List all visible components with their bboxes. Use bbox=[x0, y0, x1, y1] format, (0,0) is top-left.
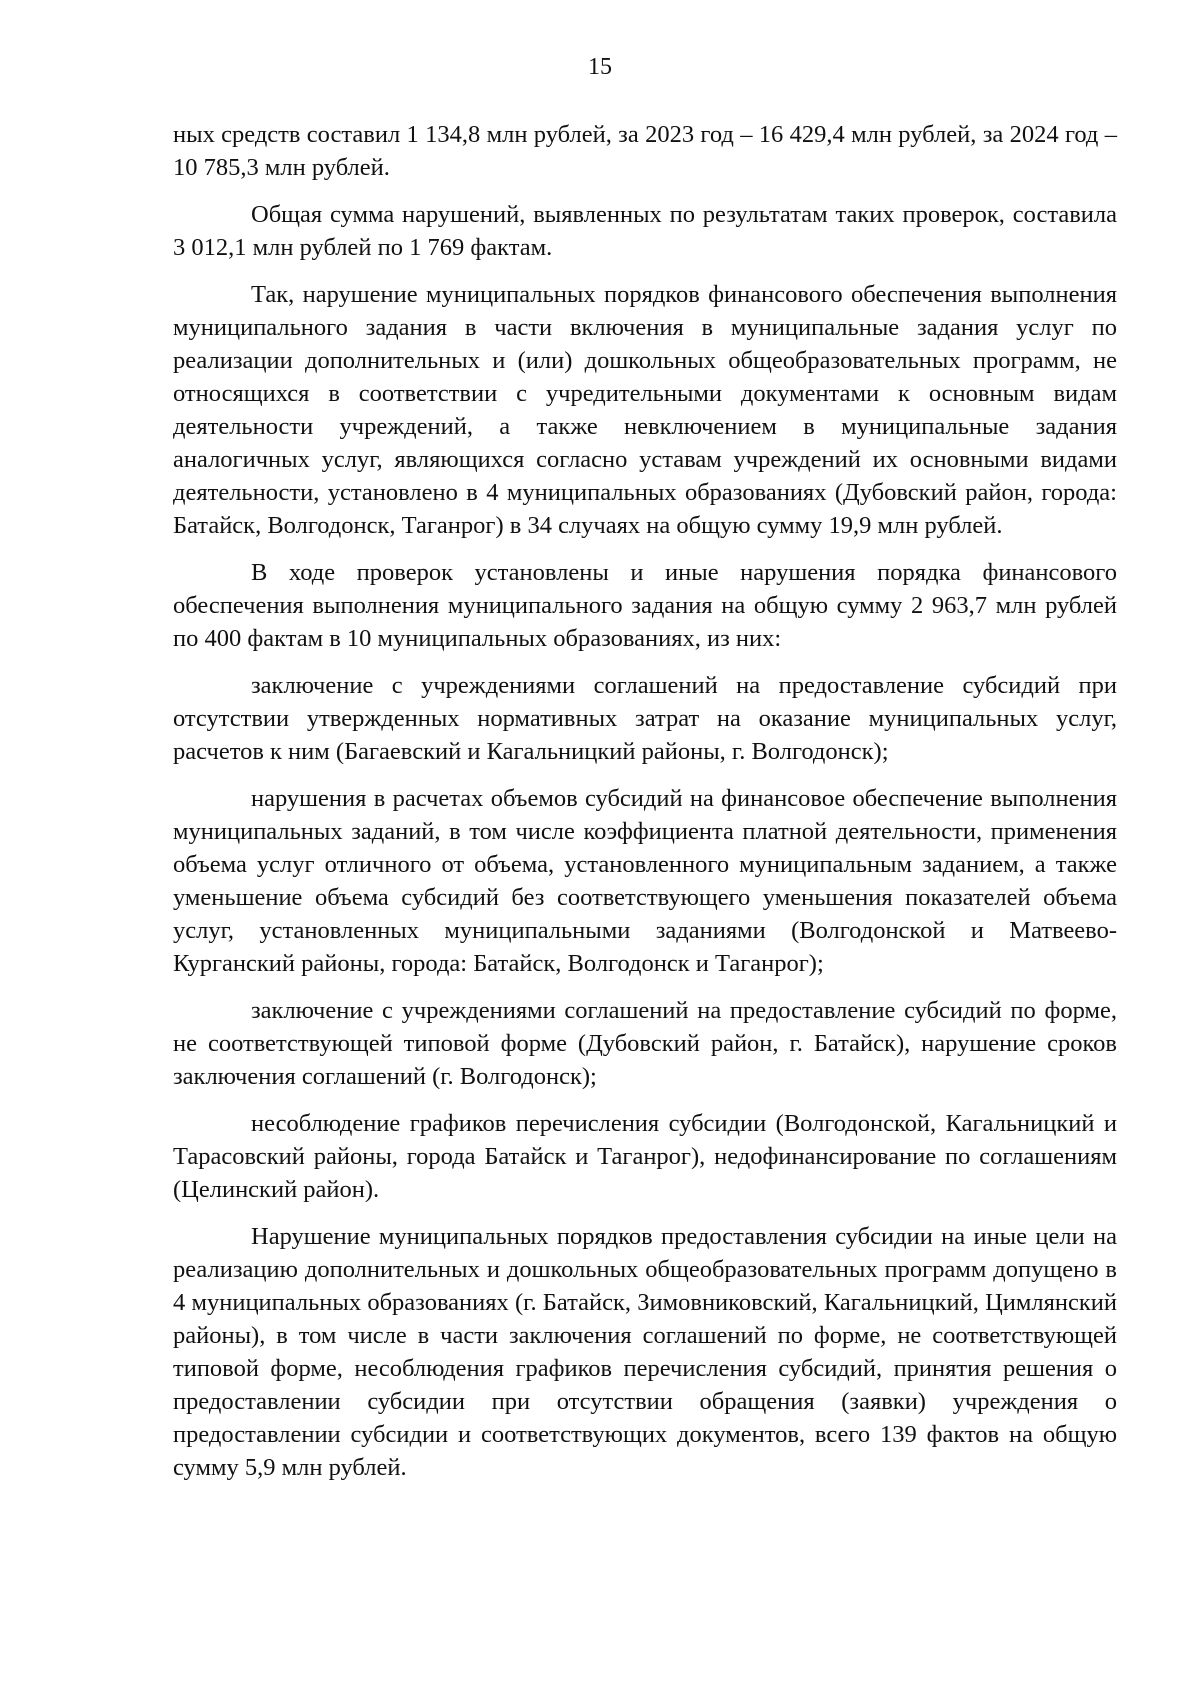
list-item-schedule-noncompliance: несоблюдение графиков перечисления субсидии (Волгодонской, Кагальницкий и Тарасовский районы, города Батайск и Таганрог), недофинансирование по соглашениям (Целинский район). bbox=[173, 1110, 1117, 1203]
paragraph-total-violations: Общая сумма нарушений, выявленных по результатам таких проверок, составила 3 012,1 млн рублей по 1 769 фактам. bbox=[173, 201, 1117, 261]
page-number: 15 bbox=[588, 54, 612, 80]
list-item-calculation-violations: нарушения в расчетах объемов субсидий на финансовое обеспечение выполнения муниципальных заданий, в том числе коэффициента платной деятельности, применения объема услуг отличного от объема, установленного муниципальным заданием, а также уменьшение объема субсидий без соответствующего уменьшения показателей объема услуг, установленных муниципальными заданиями (Волгодонской и Матвеево-Курганский районы, города: Батайск, Волгодонск и Таганрог); bbox=[173, 785, 1117, 977]
document-body bbox=[173, 118, 1117, 1498]
list-item-nonstandard-form: заключение с учреждениями соглашений на предоставление субсидий по форме, не соответствующей типовой форме (Дубовский район, г. Батайск), нарушение сроков заключения соглашений (г. Волгодонск); bbox=[173, 997, 1117, 1090]
paragraph-other-violations-intro: В ходе проверок установлены и иные нарушения порядка финансового обеспечения выполнения муниципального задания на общую сумму 2 963,7 млн рублей по 400 фактам в 10 муниципальных образованиях, из них: bbox=[173, 559, 1117, 652]
paragraph-continuation: ных средств составил 1 134,8 млн рублей, за 2023 год – 16 429,4 млн рублей, за 2024 год – 10 785,3 млн рублей. bbox=[173, 121, 1117, 181]
list-item-agreements-without-standards: заключение с учреждениями соглашений на предоставление субсидий при отсутствии утвержденных нормативных затрат на оказание муниципальных услуг, расчетов к ним (Багаевский и Кагальницкий районы, г. Волгодонск); bbox=[173, 672, 1117, 765]
paragraph-other-purpose-subsidies: Нарушение муниципальных порядков предоставления субсидии на иные цели на реализацию дополнительных и дошкольных общеобразовательных программ допущено в 4 муниципальных образованиях (г. Батайск, Зимовниковский, Кагальницкий, Цимлянский районы), в том числе в части заключения соглашений по форме, не соответствующей типовой форме, несоблюдения графиков перечисления субсидий, принятия решения о предоставлении субсидии при отсутствии обращения (заявки) учреждения о предоставлении субсидии и соответствующих документов, всего 139 фактов на общую сумму 5,9 млн рублей. bbox=[173, 1223, 1117, 1481]
paragraph-municipal-order-violation: Так, нарушение муниципальных порядков финансового обеспечения выполнения муниципального задания в части включения в муниципальные задания услуг по реализации дополнительных и (или) дошкольных общеобразовательных программ, не относящихся в соответствии с учредительными документами к основным видам деятельности учреждений, а также невключением в муниципальные задания аналогичных услуг, являющихся согласно уставам учреждений их основными видами деятельности, установлено в 4 муниципальных образованиях (Дубовский район, города: Батайск, Волгодонск, Таганрог) в 34 случаях на общую сумму 19,9 млн рублей. bbox=[173, 281, 1117, 539]
